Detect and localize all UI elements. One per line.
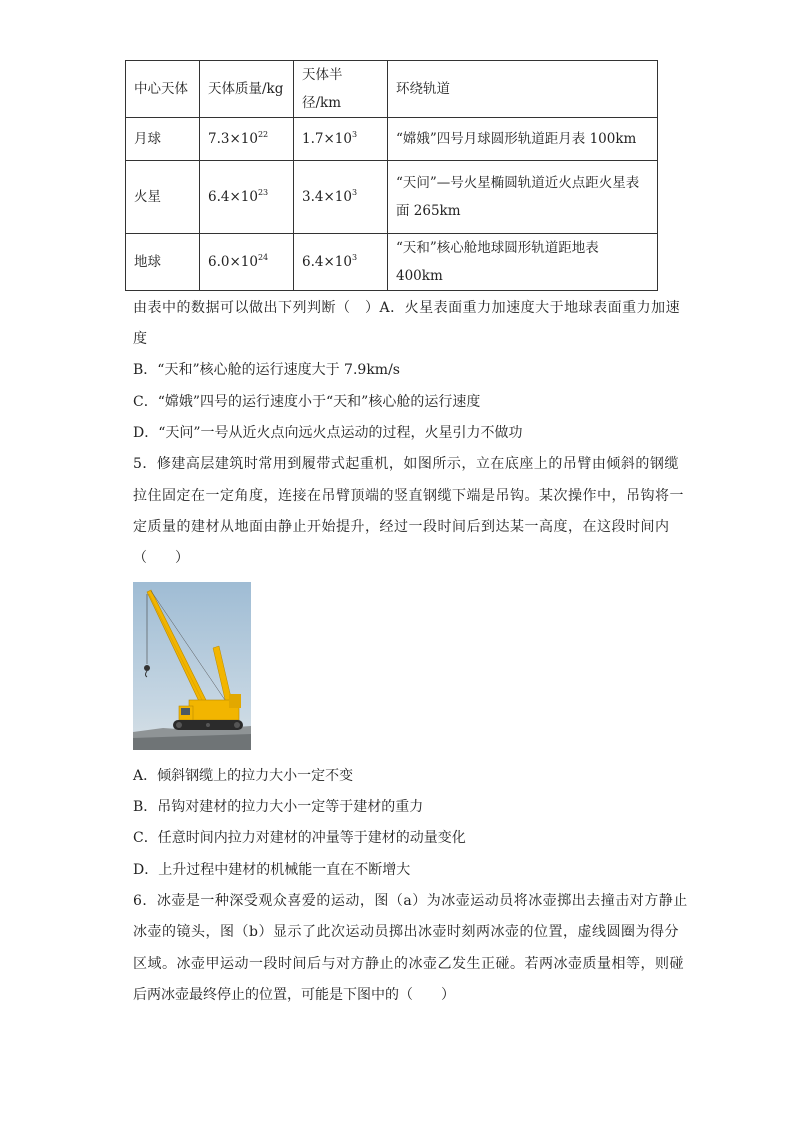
- q5-option-a: A．倾斜钢缆上的拉力大小一定不变: [133, 768, 354, 784]
- q5-stem-line: 5．修建高层建筑时常用到履带式起重机，如图所示，立在底座上的吊臂由倾斜的钢缆: [133, 456, 679, 472]
- table-header-cell: 天体质量/kg: [200, 61, 294, 118]
- q6-stem-line: 冰壶的镜头，图（b）显示了此次运动员掷出冰壶时刻两冰壶的位置，虚线圆圈为得分: [133, 924, 679, 940]
- table-cell-body: 地球: [126, 234, 200, 291]
- table-header-cell: 天体半径/km: [294, 61, 388, 118]
- table-cell-mass: $6.0\times 10^{24}$: [200, 234, 294, 291]
- q4-stem-line: 度: [133, 331, 147, 347]
- table-cell-body: 火星: [126, 161, 200, 234]
- celestial-data-table: [125, 60, 658, 291]
- q5-option-c: C．任意时间内拉力对建材的冲量等于建材的动量变化: [133, 830, 466, 846]
- q5-option-d: D．上升过程中建材的机械能一直在不断增大: [133, 862, 411, 878]
- q5-stem-line: （ ）: [133, 550, 189, 566]
- table-row: [126, 161, 658, 234]
- table-header-row: [126, 61, 658, 118]
- table-cell-radius: $1.7\times 10^3$: [294, 118, 388, 161]
- q4-option-c: C．“嫦娥”四号的运行速度小于“天和”核心舱的运行速度: [133, 394, 481, 410]
- table-cell-mass: $6.4\times 10^{23}$: [200, 161, 294, 234]
- table-row: [126, 118, 658, 161]
- q5-stem-line: 定质量的建材从地面由静止开始提升，经过一段时间后到达某一高度，在这段时间内: [133, 519, 670, 535]
- q4-option-d: D．“天问”一号从近火点向远火点运动的过程，火星引力不做功: [133, 425, 523, 441]
- crane-photo: [133, 582, 251, 750]
- q4-option-b: B．“天和”核心舱的运行速度大于 7.9km/s: [133, 362, 400, 378]
- table-cell-orbit: “天问”—号火星椭圆轨道近火点距火星表 面 265km: [388, 161, 658, 234]
- table-cell-body: 月球: [126, 118, 200, 161]
- table-cell-mass: $7.3\times 10^{22}$: [200, 118, 294, 161]
- table-header-cell: 环绕轨道: [388, 61, 658, 118]
- table-cell-orbit: “嫦娥”四号月球圆形轨道距月表 100km: [388, 118, 658, 161]
- q4-stem-line: 由表中的数据可以做出下列判断（ ）A．火星表面重力加速度大于地球表面重力加速: [133, 300, 681, 316]
- q6-stem-line: 6．冰壶是一种深受观众喜爱的运动，图（a）为冰壶运动员将冰壶掷出去撞击对方静止: [133, 893, 688, 909]
- table-cell-radius: $3.4\times 10^3$: [294, 161, 388, 234]
- q6-stem-line: 区域。冰壶甲运动一段时间后与对方静止的冰壶乙发生正碰。若两冰壶质量相等，则碰: [133, 956, 684, 972]
- table-row: [126, 234, 658, 291]
- q5-stem-line: 拉住固定在一定角度，连接在吊臂顶端的竖直钢缆下端是吊钩。某次操作中，吊钩将一: [133, 488, 684, 504]
- table-header-cell: 中心天体: [126, 61, 200, 118]
- q5-option-b: B．吊钩对建材的拉力大小一定等于建材的重力: [133, 799, 424, 815]
- table-cell-radius: $6.4\times 10^3$: [294, 234, 388, 291]
- table-cell-orbit: “天和”核心舱地球圆形轨道距地表 400km: [388, 234, 658, 291]
- q6-stem-line: 后两冰壶最终停止的位置，可能是下图中的（ ）: [133, 987, 455, 1003]
